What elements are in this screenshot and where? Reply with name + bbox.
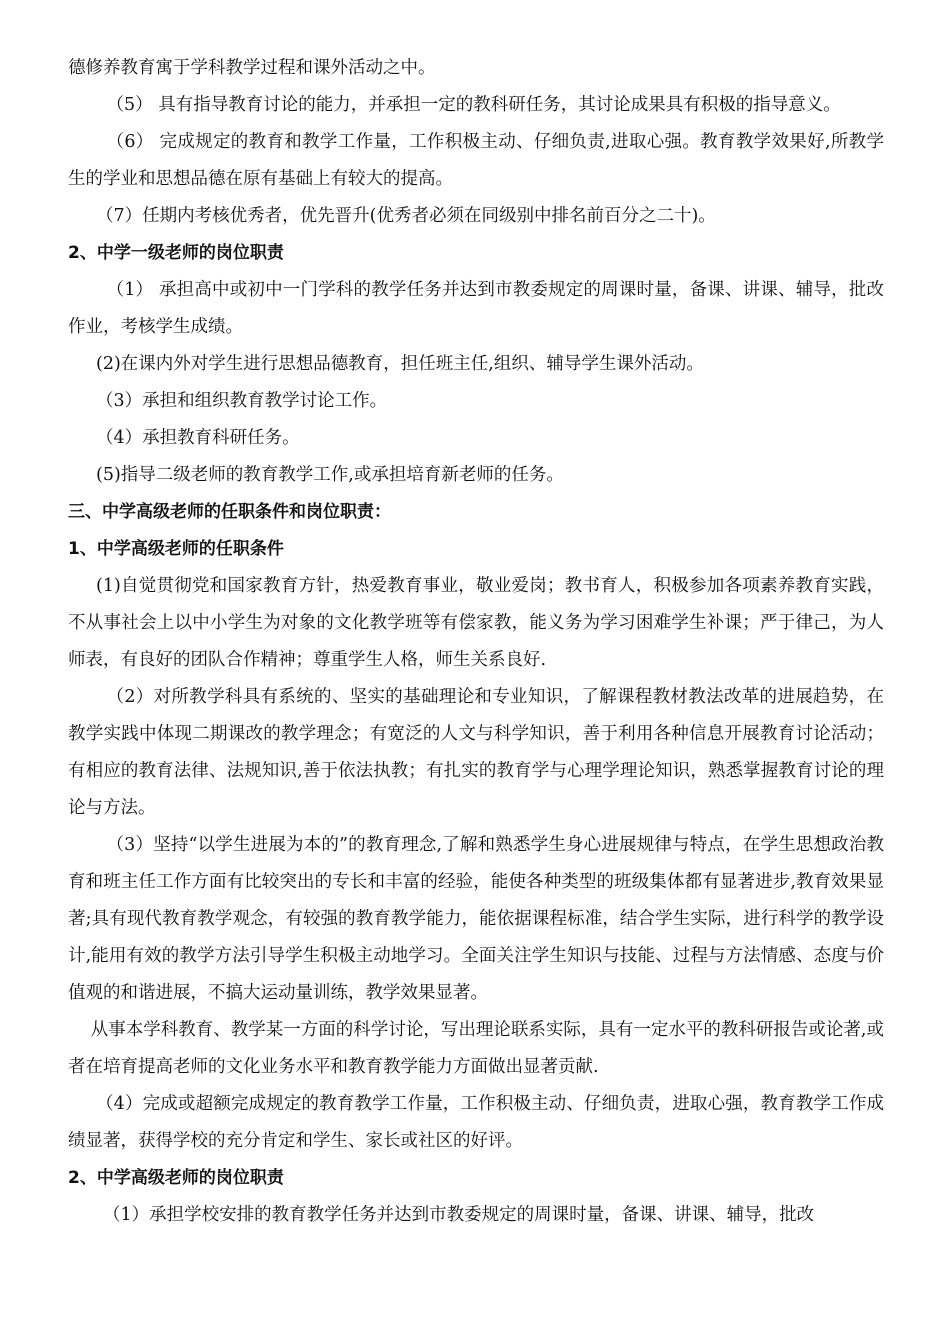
paragraph-item-6: （6） 完成规定的教育和教学工作量，工作积极主动、仔细负责,进取心强。教育教学效果好,所教学生的学业和思想品德在原有基础上有较大的提高。 [68, 132, 884, 189]
paragraph-grade1-duty-1: （1） 承担高中或初中一门学科的教学任务并达到市教委规定的周课时量，备课、讲课、辅导，批改作业，考核学生成绩。 [68, 280, 884, 337]
section-heading-senior-duties: 2、中学高级老师的岗位职责 [68, 1168, 284, 1188]
paragraph-grade1-duty-4: （4）承担教育科研任务。 [96, 428, 300, 448]
section-heading-grade1-duties: 2、中学一级老师的岗位职责 [68, 243, 284, 263]
paragraph-grade1-duty-3: （3）承担和组织教育教学讨论工作。 [96, 391, 388, 411]
section-heading-senior-teachers: 三、中学高级老师的任职条件和岗位职责： [68, 502, 391, 522]
paragraph-item-7: （7）任期内考核优秀者，优先晋升(优秀者必须在同级别中排名前百分之二十)。 [96, 206, 716, 226]
section-heading-senior-conditions: 1、中学高级老师的任职条件 [68, 539, 284, 559]
paragraph-senior-condition-3: （3）坚持“以学生进展为本的”的教育理念,了解和熟悉学生身心进展规律与特点，在学生思想政治教育和班主任工作方面有比较突出的专长和丰富的经验，能使各种类型的班级集体都有显著进步,教育效果显著;具有现代教育教学观念，有较强的教育教学能力，能依据课程标准，结合学生实际，进行科学的教学设计,能用有效的教学方法引导学生积极主动地学习。全面关注学生知识与技能、过程与方法情感、态度与价值观的和谐进展，不搞大运动量训练，教学效果显著。 [68, 835, 884, 1003]
paragraph-senior-condition-4: （4）完成或超额完成规定的教育教学工作量，工作积极主动、仔细负责，进取心强，教育教学工作成绩显著，获得学校的充分肯定和学生、家长或社区的好评。 [68, 1094, 884, 1151]
paragraph-senior-duty-1: （1）承担学校安排的教育教学任务并达到市教委规定的周课时量，备课、讲课、辅导，批改 [103, 1205, 815, 1225]
paragraph-senior-condition-1: (1)自觉贯彻党和国家教育方针，热爱教育事业，敬业爱岗；教书育人，积极参加各项素养教育实践，不从事社会上以中小学生为对象的文化教学班等有偿家教，能义务为学习困难学生补课；严于律己，为人师表，有良好的团队合作精神；尊重学生人格，师生关系良好. [68, 576, 884, 670]
paragraph-continuation: 德修养教育寓于学科教学过程和课外活动之中。 [68, 58, 436, 78]
paragraph-grade1-duty-5: (5)指导二级老师的教育教学工作,或承担培育新老师的任务。 [96, 465, 564, 485]
paragraph-grade1-duty-2: (2)在课内外对学生进行思想品德教育，担任班主任,组织、辅导学生课外活动。 [96, 354, 704, 374]
paragraph-senior-condition-2: （2）对所教学科具有系统的、坚实的基础理论和专业知识，了解课程教材教法改革的进展趋势，在教学实践中体现二期课改的教学理念；有宽泛的人文与科学知识，善于利用各种信息开展教育讨论活动；有相应的教育法律、法规知识,善于依法执教；有扎实的教育学与心理学理论知识，熟悉掌握教育讨论的理论与方法。 [68, 687, 884, 818]
paragraph-item-5: （5） 具有指导教育讨论的能力，并承担一定的教科研任务，其讨论成果具有积极的指导意义。 [106, 95, 841, 115]
paragraph-senior-condition-research: 从事本学科教育、教学某一方面的科学讨论，写出理论联系实际，具有一定水平的教科研报告或论著,或者在培育提高老师的文化业务水平和教育教学能力方面做出显著贡献. [68, 1020, 884, 1077]
